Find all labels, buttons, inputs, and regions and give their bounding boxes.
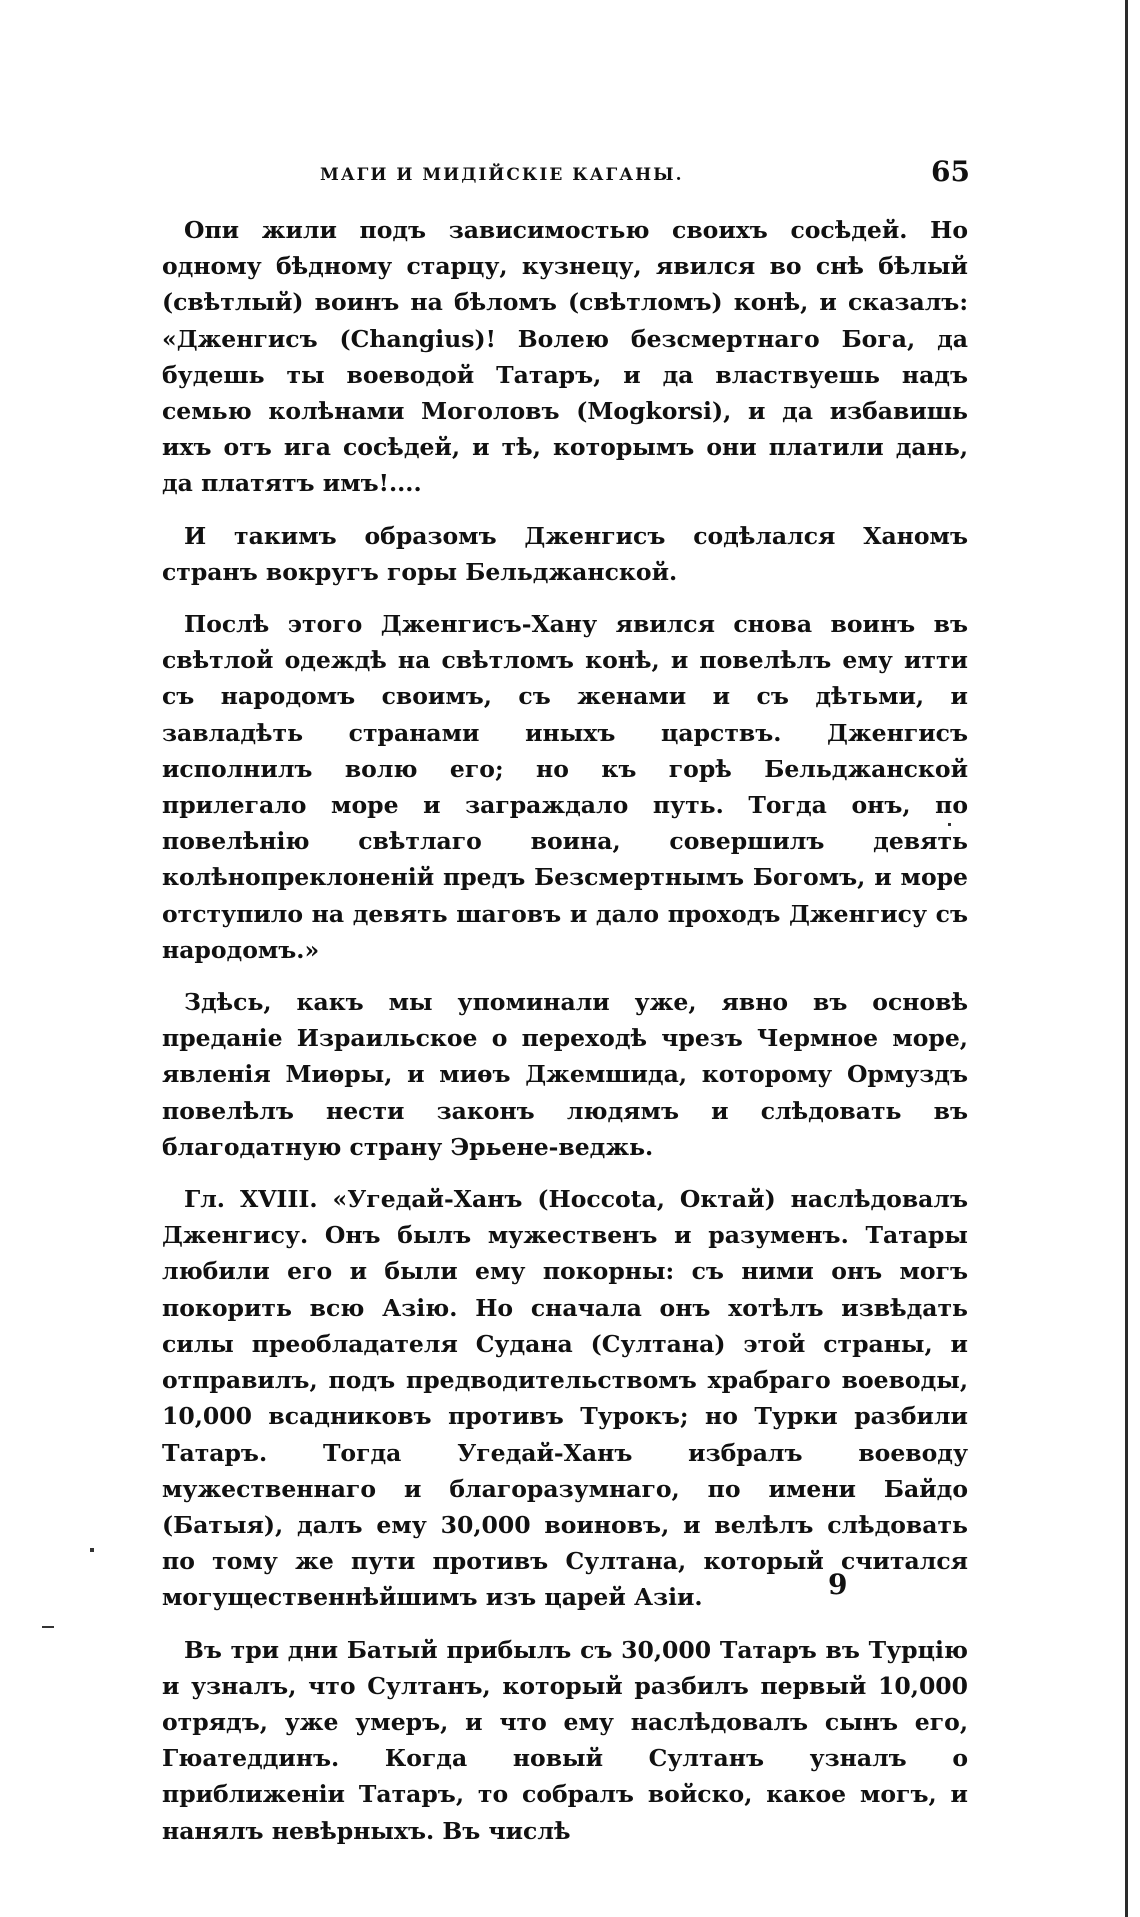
paragraph: Послѣ этого Дженгисъ-Хану явился снова воинъ въ свѣтлой одеждѣ на свѣтломъ конѣ, и повелѣлъ ему итти съ народомъ своимъ, съ женами и съ дѣтьми, и завладѣть странами иныхъ царствъ. Дженгисъ исполнилъ волю его; но къ горѣ Бельджанской прилегало море и заграждало путь. Тогда онъ, по повелѣнію свѣтлаго воина, совершилъ девять колѣнопреклоненій предъ Безсмертнымъ Богомъ, и море отступило на девять шаговъ и дало проходъ Дженгису съ народомъ.» (162, 610, 968, 964)
body-text (162, 212, 968, 1865)
paragraph: Опи жили подъ зависимостью своихъ сосѣдей. Но одному бѣдному старцу, кузнецу, явился во снѣ бѣлый (свѣтлый) воинъ на бѣломъ (свѣтломъ) конѣ, и сказалъ: «Дженгисъ (Changius)! Волею безсмертнаго Бога, да будешь ты воеводой Татаръ, и да властвуешь надъ семью колѣнами Моголовъ (Mogkorsi), и да избавишь ихъ отъ ига сосѣдей, и тѣ, которымъ они платили дань, да платятъ имъ!.... (162, 216, 968, 498)
page-number: 65 (931, 155, 970, 188)
signature-mark: 9 (828, 1568, 848, 1601)
margin-dash (42, 1626, 54, 1628)
paragraph: Здѣсь, какъ мы упоминали уже, явно въ основѣ преданіе Израильское о переходѣ чрезъ Чермное море, явленія Миѳры, и миѳъ Джемшида, которому Ормуздъ повелѣлъ нести законъ людямъ и слѣдовать въ благодатную страну Эрьене-веджь. (162, 988, 968, 1161)
margin-dot (948, 823, 951, 826)
margin-dot (90, 1548, 94, 1552)
page-header (160, 155, 970, 195)
paragraph: И такимъ образомъ Дженгисъ содѣлался Ханомъ странъ вокругъ горы Бельджанской. (162, 521, 968, 586)
running-head: МАГИ И МИДІЙСКІЕ КАГАНЫ. (320, 165, 684, 185)
paragraph: Гл. XVIII. «Угедай-Ханъ (Hoccota, Октай) наслѣдовалъ Дженгису. Онъ былъ мужественъ и разуменъ. Татары любили его и были ему покорны: съ ними онъ могъ покорить всю Азію. Но сначала онъ хотѣлъ извѣдать силы преобладателя Судана (Султана) этой страны, и отправилъ, подъ предводительствомъ храбраго воеводы, 10,000 всадниковъ противъ Турокъ; но Турки разбили Татаръ. Тогда Угедай-Ханъ избралъ воеводу мужественнаго и благоразумнаго, по имени Байдо (Батыя), далъ ему 30,000 воиновъ, и велѣлъ слѣдовать по тому же пути противъ Султана, который считался могущественнѣйшимъ изъ царей Азіи. (162, 1185, 968, 1612)
page-edge-rule (1125, 0, 1128, 1917)
paragraph: Въ три дни Батый прибылъ съ 30,000 Татаръ въ Турцію и узналъ, что Султанъ, который разбилъ первый 10,000 отрядъ, уже умеръ, и что ему наслѣдовалъ сынъ его, Гюатеддинъ. Когда новый Султанъ узналъ о приближеніи Татаръ, то собралъ войско, какое могъ, и нанялъ невѣрныхъ. Въ числѣ (162, 1635, 968, 1845)
